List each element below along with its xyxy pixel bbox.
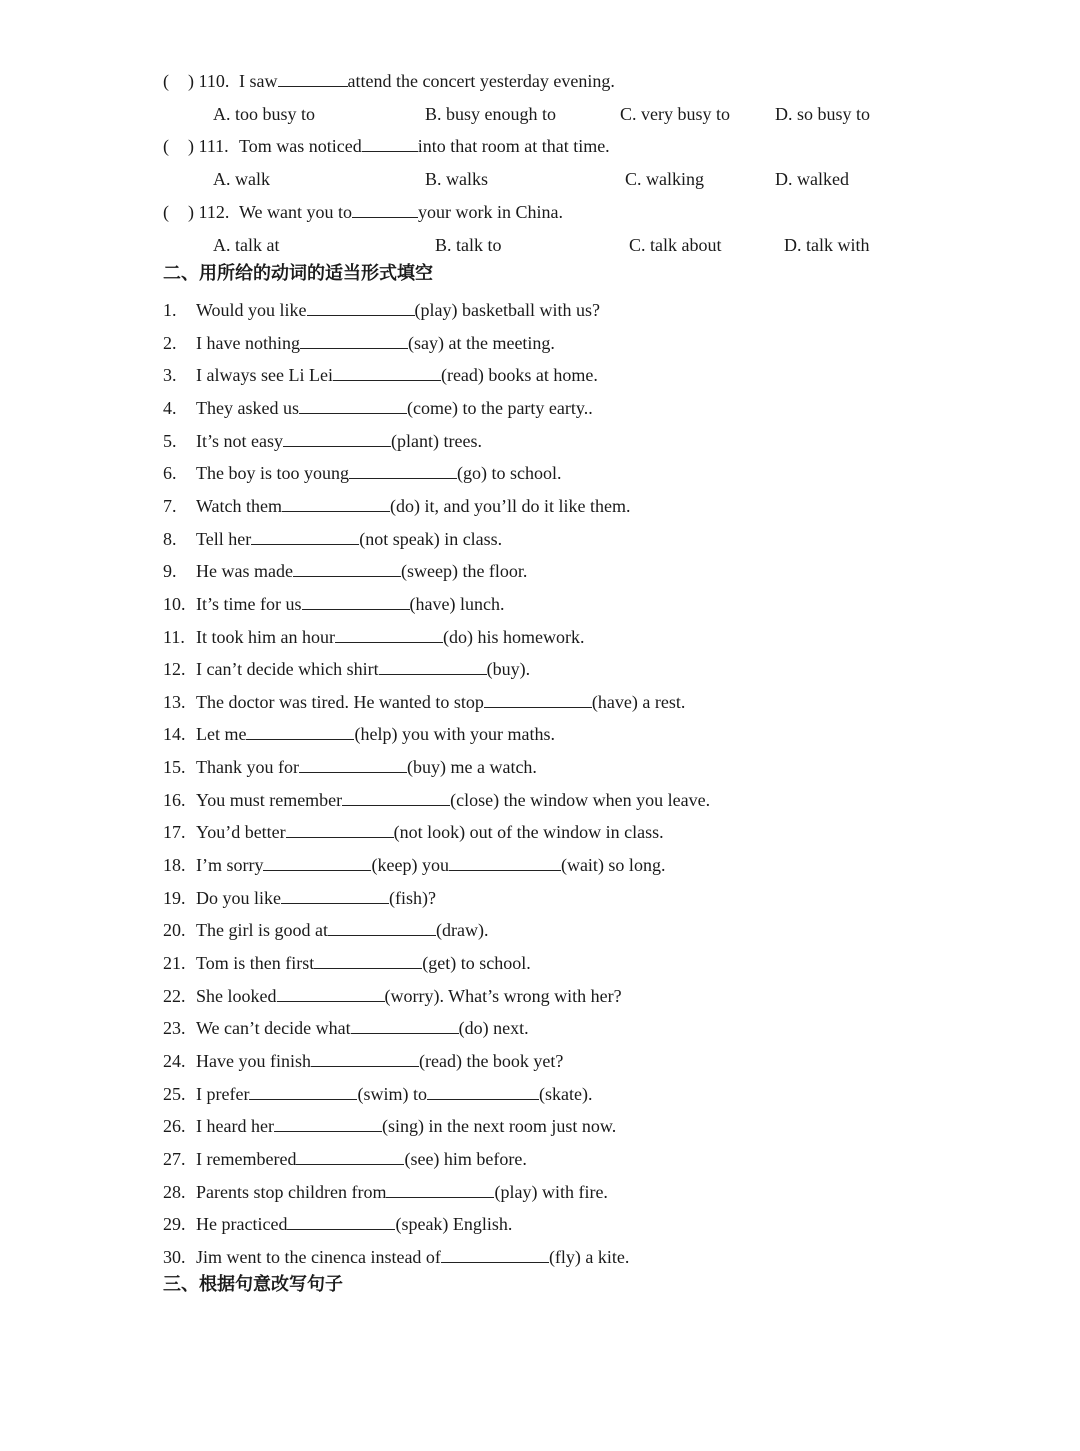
stem-after: your work in China. <box>418 202 564 222</box>
fill-item <box>0 654 1080 684</box>
answer-blank-2[interactable] <box>427 1079 539 1100</box>
sentence-before: I heard her <box>196 1116 274 1137</box>
sentence-before: Watch them <box>196 495 283 516</box>
sentence-before: Tom is then first <box>196 953 315 973</box>
item-sentence <box>196 1242 629 1272</box>
answer-blank[interactable] <box>282 491 390 512</box>
sentence-after: (have) a rest. <box>591 691 686 712</box>
item-sentence <box>196 654 530 684</box>
item-sentence <box>196 850 665 880</box>
sentence-before: The boy is too young <box>196 463 349 484</box>
sentence-before: Thank you for <box>196 757 299 778</box>
option-a[interactable]: A. talk at <box>213 235 280 255</box>
item-number: 14. <box>163 724 186 745</box>
sentence-before: She looked <box>196 985 277 1006</box>
item-sentence <box>196 556 527 586</box>
fill-item <box>0 295 1080 325</box>
sentence-after: (see) him before. <box>404 1148 527 1169</box>
sentence-before: They asked us <box>196 397 299 418</box>
answer-blank[interactable] <box>302 589 410 610</box>
answer-blank[interactable] <box>281 883 389 904</box>
sentence-after: (plant) trees. <box>391 430 482 451</box>
answer-blank[interactable] <box>293 556 401 577</box>
option-d[interactable]: D. so busy to <box>775 104 871 124</box>
option-b[interactable]: B. busy enough to <box>425 104 557 124</box>
fill-item <box>0 360 1080 390</box>
option-a[interactable]: A. walk <box>213 169 270 189</box>
answer-blank[interactable] <box>299 752 407 773</box>
answer-blank[interactable] <box>300 328 408 349</box>
fill-item <box>0 752 1080 782</box>
sentence-after: (do) it, and you’ll do it like them. <box>390 495 631 516</box>
item-number: 16. <box>163 789 186 810</box>
mc-options <box>0 164 1080 194</box>
option-d[interactable]: D. walked <box>775 169 849 189</box>
item-number: 20. <box>163 920 186 941</box>
answer-blank[interactable] <box>287 1209 395 1230</box>
sentence-after: (read) books at home. <box>440 365 598 386</box>
item-sentence <box>196 1111 616 1141</box>
item-sentence <box>196 426 482 456</box>
answer-paren-open[interactable]: ( <box>163 71 169 91</box>
fill-item <box>0 850 1080 880</box>
sentence-before: I remembered <box>196 1148 297 1169</box>
answer-blank[interactable] <box>299 393 407 414</box>
stem-before: We want you to <box>239 202 353 222</box>
sentence-before: Parents stop children from <box>196 1181 387 1202</box>
sentence-after: (buy). <box>486 659 531 680</box>
sentence-before: I have nothing <box>196 332 300 353</box>
sentence-before: He practiced <box>196 1214 288 1235</box>
answer-blank[interactable] <box>249 1079 357 1100</box>
sentence-after: (not speak) in class. <box>359 528 503 549</box>
option-a[interactable]: A. too busy to <box>213 104 316 124</box>
item-sentence <box>196 785 710 815</box>
question-stem <box>239 197 563 227</box>
answer-blank[interactable] <box>286 817 394 838</box>
sentence-after: (speak) English. <box>395 1214 513 1235</box>
question-number: ) 111. <box>188 136 229 156</box>
item-number: 17. <box>163 822 186 843</box>
mc-question <box>0 131 1080 161</box>
stem-after: attend the concert yesterday evening. <box>347 71 615 91</box>
fill-item <box>0 589 1080 619</box>
question-number: ) 112. <box>188 202 230 222</box>
fill-item <box>0 328 1080 358</box>
mc-question <box>0 66 1080 96</box>
sentence-after: (play) basketball with us? <box>414 300 600 320</box>
fill-item <box>0 426 1080 456</box>
sentence-after: (swim) to <box>357 1083 427 1104</box>
fill-item <box>0 981 1080 1011</box>
sentence-after: (read) the book yet? <box>418 1050 564 1071</box>
item-sentence <box>196 458 561 488</box>
answer-blank[interactable] <box>484 687 592 708</box>
sentence-before: It took him an hour <box>196 626 335 647</box>
item-number: 2. <box>163 332 177 353</box>
answer-blank[interactable] <box>335 622 443 643</box>
sentence-after: (help) you with your maths. <box>354 724 555 745</box>
fill-item <box>0 1111 1080 1141</box>
fill-item <box>0 1209 1080 1239</box>
sentence-before: Let me <box>196 724 247 745</box>
answer-blank[interactable] <box>277 981 385 1002</box>
sentence-after: (come) to the party earty.. <box>406 397 593 418</box>
sentence-after: (sing) in the next room just now. <box>381 1116 617 1137</box>
item-number: 4. <box>163 397 177 418</box>
item-number: 27. <box>163 1148 186 1169</box>
answer-blank[interactable] <box>283 426 391 447</box>
answer-blank[interactable] <box>246 719 354 740</box>
sentence-before: I prefer <box>196 1083 250 1104</box>
answer-blank[interactable] <box>362 131 418 152</box>
sentence-after: (do) next. <box>458 1018 529 1039</box>
sentence-after: (sweep) the floor. <box>400 561 528 582</box>
sentence-before: Have you finish <box>196 1050 311 1071</box>
item-number: 5. <box>163 430 177 451</box>
item-number: 29. <box>163 1214 186 1235</box>
item-sentence <box>196 328 555 358</box>
item-number: 24. <box>163 1050 186 1071</box>
item-sentence <box>196 295 600 325</box>
item-sentence <box>196 752 537 782</box>
item-number: 10. <box>163 593 186 614</box>
fill-item <box>0 1046 1080 1076</box>
fill-item <box>0 687 1080 717</box>
sentence-after: (close) the window when you leave. <box>450 789 711 810</box>
stem-before: I saw <box>239 71 278 91</box>
item-number: 1. <box>163 300 177 320</box>
answer-blank[interactable] <box>311 1046 419 1067</box>
answer-blank[interactable] <box>263 850 371 871</box>
item-sentence <box>196 360 598 390</box>
item-number: 8. <box>163 528 177 549</box>
answer-blank[interactable] <box>351 1013 459 1034</box>
sentence-after: (say) at the meeting. <box>407 332 555 353</box>
answer-paren-open[interactable]: ( <box>163 202 169 222</box>
sentence-before: Would you like <box>196 300 307 320</box>
item-number: 28. <box>163 1181 186 1202</box>
sentence-after: (buy) me a watch. <box>406 757 537 778</box>
sentence-after: (fly) a kite. <box>548 1246 630 1267</box>
mc-question <box>0 197 1080 227</box>
sentence-after: (go) to school. <box>457 463 562 484</box>
item-sentence <box>196 1046 563 1076</box>
option-d[interactable]: D. talk with <box>784 235 870 255</box>
sentence-before: You must remember <box>196 789 343 810</box>
fill-item <box>0 1144 1080 1174</box>
answer-blank-2[interactable] <box>449 850 561 871</box>
item-sentence <box>196 948 531 978</box>
fill-item <box>0 524 1080 554</box>
answer-blank[interactable] <box>386 1177 494 1198</box>
fill-item <box>0 1079 1080 1109</box>
sentence-before: We can’t decide what <box>196 1018 351 1039</box>
sentence-after: (get) to school. <box>422 953 531 973</box>
fill-item <box>0 556 1080 586</box>
sentence-before: Jim went to the cinenca instead of <box>196 1246 441 1267</box>
item-number: 15. <box>163 757 186 778</box>
sentence-before: It’s time for us <box>196 593 302 614</box>
item-sentence <box>196 589 504 619</box>
option-b[interactable]: B. talk to <box>435 235 502 255</box>
sentence-after: (have) lunch. <box>409 593 505 614</box>
fill-item <box>0 393 1080 423</box>
sentence-before: I always see Li Lei <box>196 365 333 386</box>
answer-blank[interactable] <box>333 360 441 381</box>
fill-item <box>0 883 1080 913</box>
sentence-after: (play) with fire. <box>494 1181 608 1202</box>
answer-blank[interactable] <box>274 1111 382 1132</box>
option-c[interactable]: C. walking <box>625 169 704 189</box>
answer-blank[interactable] <box>307 295 415 316</box>
item-number: 9. <box>163 561 177 582</box>
option-b[interactable]: B. walks <box>425 169 488 189</box>
answer-blank[interactable] <box>251 524 359 545</box>
answer-blank[interactable] <box>278 66 348 87</box>
sentence-after: (worry). What’s wrong with her? <box>384 985 622 1006</box>
answer-blank[interactable] <box>349 458 457 479</box>
item-sentence <box>196 1079 592 1109</box>
section-2-title: 二、用所给的动词的适当形式填空 <box>163 263 433 284</box>
fill-item <box>0 817 1080 847</box>
item-number: 30. <box>163 1246 186 1267</box>
fill-item <box>0 719 1080 749</box>
item-sentence <box>196 719 555 749</box>
sentence-before: Do you like <box>196 887 281 908</box>
section-3-title: 三、根据句意改写句子 <box>163 1274 343 1295</box>
item-sentence <box>196 981 622 1011</box>
sentence-before: I can’t decide which shirt <box>196 659 379 680</box>
mc-options <box>0 230 1080 260</box>
item-number: 22. <box>163 985 186 1006</box>
fill-item <box>0 1242 1080 1272</box>
sentence-before: You’d better <box>196 822 286 843</box>
fill-item <box>0 948 1080 978</box>
item-sentence <box>196 1177 608 1207</box>
fill-item <box>0 491 1080 521</box>
item-sentence <box>196 1209 512 1239</box>
item-number: 7. <box>163 495 177 516</box>
answer-blank[interactable] <box>328 915 436 936</box>
sentence-after: (keep) you <box>371 855 449 876</box>
stem-before: Tom was noticed <box>239 136 362 156</box>
item-number: 18. <box>163 855 186 876</box>
fill-item <box>0 1177 1080 1207</box>
answer-paren-open[interactable]: ( <box>163 136 169 156</box>
answer-blank[interactable] <box>441 1242 549 1263</box>
question-number: ) 110. <box>188 71 230 91</box>
item-number: 6. <box>163 463 177 484</box>
sentence-before: The doctor was tired. He wanted to stop <box>196 691 484 712</box>
fill-item <box>0 458 1080 488</box>
sentence-before: Tell her <box>196 528 252 549</box>
item-sentence <box>196 915 488 945</box>
question-stem <box>239 131 610 161</box>
item-number: 23. <box>163 1018 186 1039</box>
item-sentence <box>196 524 502 554</box>
fill-item <box>0 1013 1080 1043</box>
item-sentence <box>196 687 685 717</box>
item-number: 12. <box>163 659 186 680</box>
item-number: 21. <box>163 953 186 973</box>
answer-blank[interactable] <box>314 948 422 969</box>
item-number: 3. <box>163 365 177 386</box>
sentence-after: (not look) out of the window in class. <box>393 822 664 843</box>
option-c[interactable]: C. very busy to <box>620 104 730 124</box>
stem-after: into that room at that time. <box>417 136 610 156</box>
item-number: 11. <box>163 626 185 647</box>
answer-blank[interactable] <box>342 785 450 806</box>
sentence-before: It’s not easy <box>196 430 283 451</box>
sentence-after-2: (skate). <box>538 1083 593 1104</box>
mc-options <box>0 99 1080 129</box>
item-sentence <box>196 393 593 423</box>
item-number: 26. <box>163 1116 186 1137</box>
item-number: 13. <box>163 691 186 712</box>
item-sentence <box>196 1144 527 1174</box>
sentence-after: (fish)? <box>389 887 436 908</box>
item-sentence <box>196 883 436 913</box>
sentence-before: I’m sorry <box>196 855 264 876</box>
fill-item <box>0 915 1080 945</box>
sentence-after-2: (wait) so long. <box>560 855 666 876</box>
item-sentence <box>196 817 664 847</box>
answer-blank[interactable] <box>379 654 487 675</box>
sentence-after: (do) his homework. <box>442 626 585 647</box>
option-c[interactable]: C. talk about <box>629 235 722 255</box>
fill-item <box>0 785 1080 815</box>
fill-item <box>0 622 1080 652</box>
sentence-before: The girl is good at <box>196 920 328 941</box>
sentence-after: (draw). <box>435 920 489 941</box>
answer-blank[interactable] <box>296 1144 404 1165</box>
question-stem <box>239 66 615 96</box>
item-sentence <box>196 491 631 521</box>
item-number: 25. <box>163 1083 186 1104</box>
item-number: 19. <box>163 887 186 908</box>
answer-blank[interactable] <box>352 197 418 218</box>
item-sentence <box>196 1013 529 1043</box>
sentence-before: He was made <box>196 561 293 582</box>
item-sentence <box>196 622 584 652</box>
